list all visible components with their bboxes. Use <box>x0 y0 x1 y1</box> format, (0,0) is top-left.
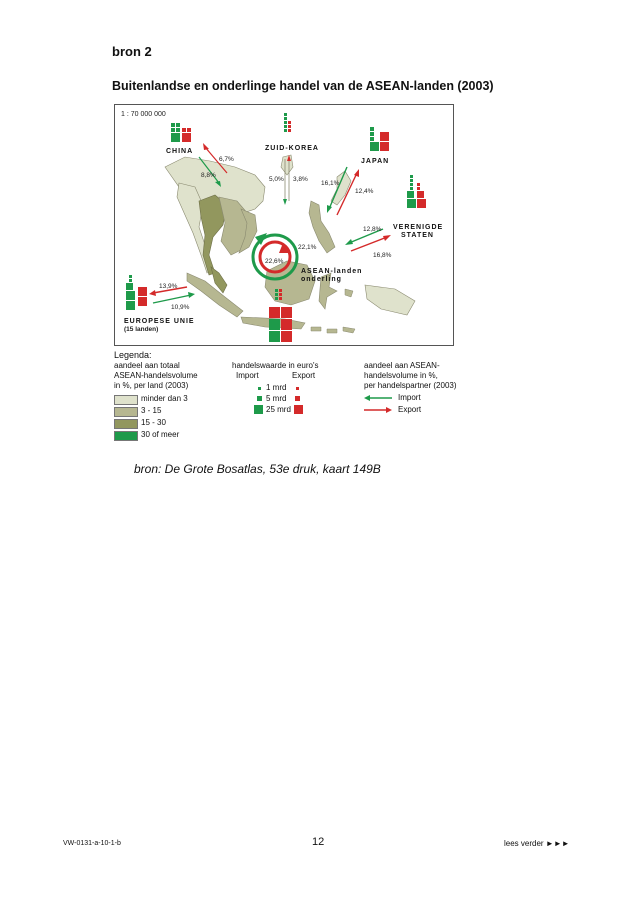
trade-map <box>114 104 454 346</box>
vs-label-2: STATEN <box>401 232 434 239</box>
swatch-30-of-meer <box>114 431 138 441</box>
asean-label-2: onderling <box>301 276 342 283</box>
legend-size-5mrd <box>236 394 326 404</box>
vs-export-pct: 16,8% <box>373 252 392 259</box>
eu-export-pct: 13,9% <box>159 283 178 290</box>
legend-value-heading <box>232 361 342 381</box>
swatch-label: minder dan 3 <box>141 394 188 403</box>
land-japan <box>331 171 351 205</box>
asean-label-1: ASEAN-landen <box>301 268 363 275</box>
china-trade-blocks <box>171 123 191 142</box>
asean-import-pct: 22,1% <box>298 244 317 251</box>
legend-size-25mrd <box>236 405 326 415</box>
korea-trade-blocks <box>284 113 291 132</box>
footer-code: VW-0131-a-10-1-b <box>63 840 121 847</box>
legend-arrow-heading <box>364 361 474 391</box>
china-import-pct: 8,8% <box>201 172 216 179</box>
land-small-islands <box>311 289 355 333</box>
legend-size-1mrd <box>236 383 326 393</box>
export-square-medium <box>295 396 300 401</box>
arrow-import-label: Import <box>398 393 421 402</box>
eu-import-pct: 10,9% <box>171 304 190 311</box>
size-label: 25 mrd <box>266 405 291 414</box>
asean-export-pct: 22,6% <box>265 258 284 265</box>
swatch-3-15 <box>114 407 138 417</box>
arrow-heading-line: per handelspartner (2003) <box>364 381 457 390</box>
land-papua <box>365 285 415 315</box>
import-square-large <box>254 405 263 414</box>
swatch-minder-dan-3 <box>114 395 138 405</box>
size-label: 1 mrd <box>266 383 287 392</box>
land-korea <box>281 155 293 175</box>
japan-export-pct: 12,4% <box>355 188 374 195</box>
china-label: CHINA <box>166 148 194 155</box>
arrow-heading-line: handelsvolume in %, <box>364 371 438 380</box>
korea-label: ZUID-KOREA <box>265 145 319 152</box>
value-col-import: Import <box>236 371 259 380</box>
korea-import-pct: 5,0% <box>269 176 284 183</box>
legend-share-heading <box>114 361 224 391</box>
value-heading-line: handelswaarde in euro's <box>232 361 319 370</box>
import-square-medium <box>257 396 262 401</box>
arrow-legend-icons <box>362 393 396 417</box>
japan-import-pct: 16,1% <box>321 180 340 187</box>
size-label: 5 mrd <box>266 394 287 403</box>
swatch-label: 3 - 15 <box>141 406 162 415</box>
swatch-label: 30 of meer <box>141 430 180 439</box>
export-square-small <box>296 387 299 390</box>
share-heading-line: aandeel aan totaal <box>114 361 180 370</box>
figure-title: Buitenlandse en onderlinge handel van de ASEAN-landen (2003) <box>112 79 494 93</box>
export-square-large <box>294 405 303 414</box>
eu-label-1: EUROPESE UNIE <box>124 318 195 325</box>
arrow-heading-line: aandeel aan ASEAN- <box>364 361 440 370</box>
swatch-15-30 <box>114 419 138 429</box>
value-col-export: Export <box>292 371 316 380</box>
import-square-small <box>258 387 261 390</box>
vs-import-pct: 12,8% <box>363 226 382 233</box>
source-label: bron 2 <box>112 44 152 59</box>
source-citation: bron: De Grote Bosatlas, 53e druk, kaart 149B <box>134 462 381 476</box>
eu-label-2: (15 landen) <box>124 326 159 333</box>
korea-export-pct: 3,8% <box>293 176 308 183</box>
japan-trade-blocks <box>370 127 389 151</box>
page-number: 12 <box>312 836 325 848</box>
map-graphic <box>115 105 453 345</box>
china-export-pct: 6,7% <box>219 156 234 163</box>
share-heading-line: ASEAN-handelsvolume <box>114 371 198 380</box>
footer-next-link: lees verder ►►► <box>504 839 570 848</box>
legend-title: Legenda: <box>114 350 152 360</box>
vs-trade-blocks <box>407 175 426 208</box>
asean-circular-arrows <box>253 233 297 279</box>
share-heading-line: in %, per land (2003) <box>114 381 189 390</box>
arrow-legend <box>362 393 472 419</box>
swatch-label: 15 - 30 <box>141 418 166 427</box>
japan-label: JAPAN <box>361 158 390 165</box>
eu-trade-blocks <box>126 275 147 310</box>
arrow-export-label: Export <box>398 405 422 414</box>
map-scale: 1 : 70 000 000 <box>121 111 166 118</box>
vs-label-1: VERENIGDE <box>393 224 444 231</box>
